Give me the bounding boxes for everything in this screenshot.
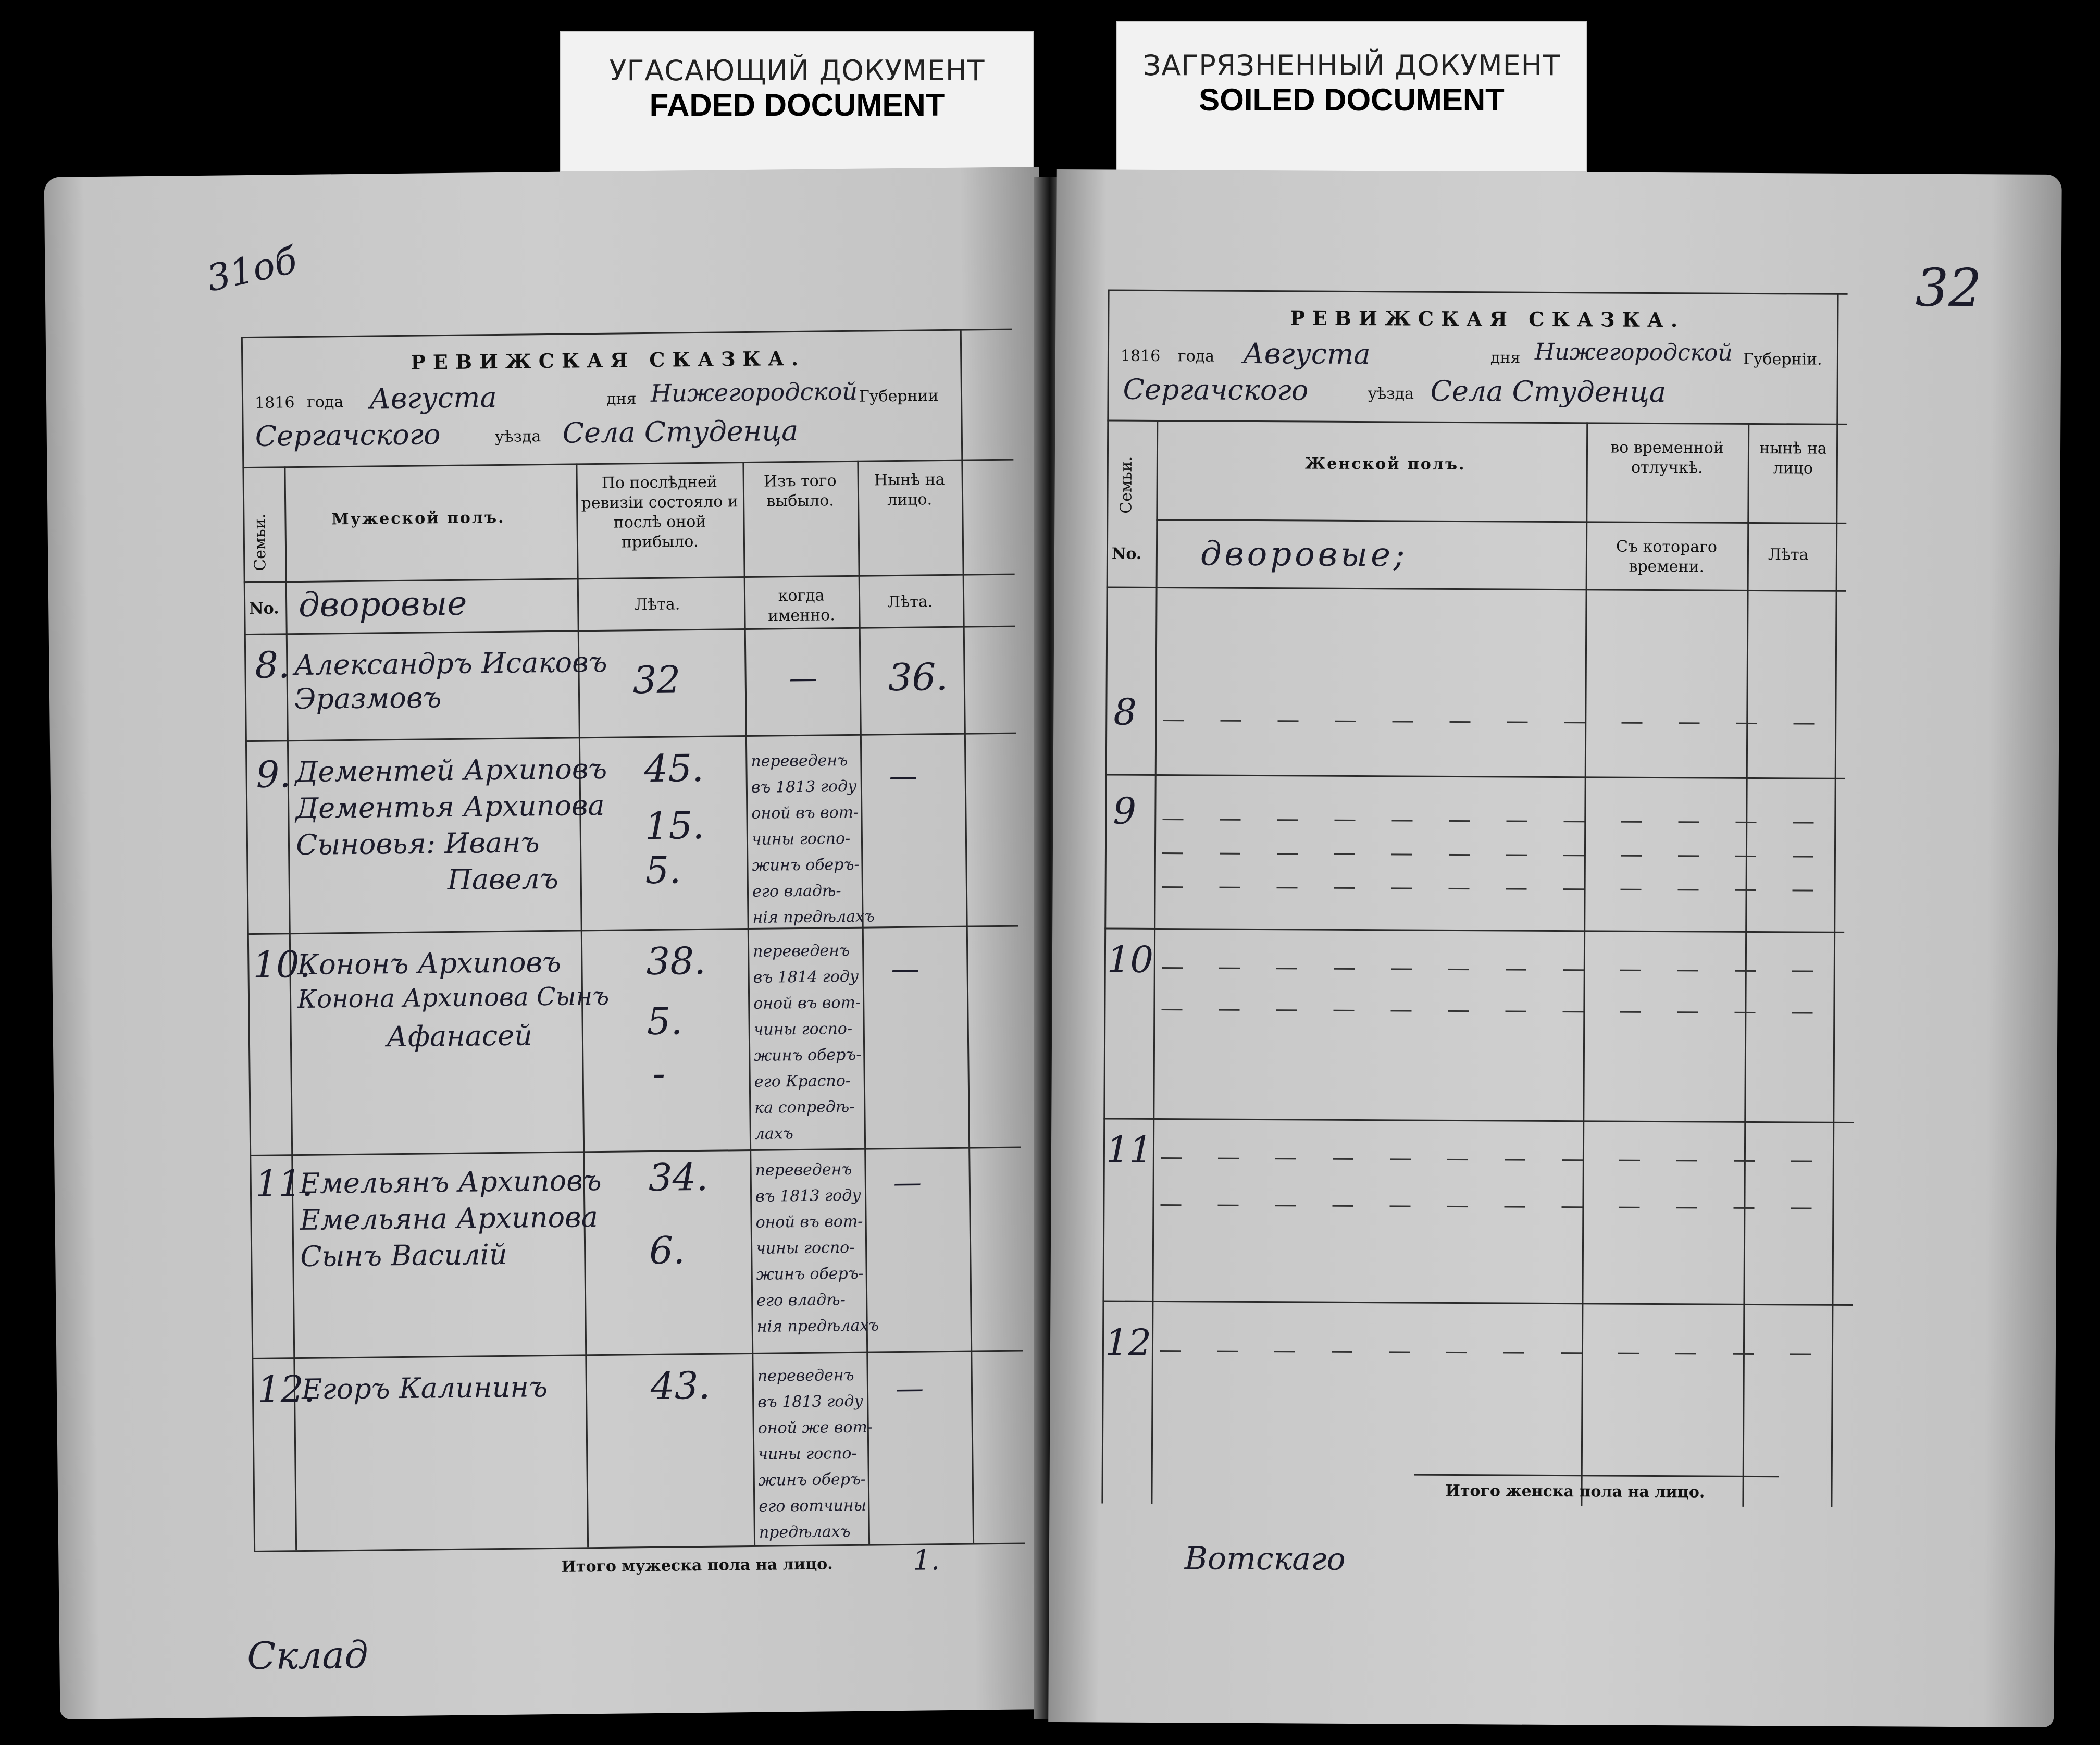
right-day-word: дня bbox=[1490, 349, 1521, 367]
left-present-header: Нынѣ на лицо. bbox=[874, 471, 945, 510]
left-district-word: уѣзда bbox=[494, 427, 541, 447]
person-name: Конона Архипова Сынъ bbox=[297, 981, 610, 1014]
right-doc-title: РЕВИЖСКАЯ СКАЗКА. bbox=[1290, 306, 1685, 332]
right-status-header: дворовые; bbox=[1200, 535, 1408, 575]
right-village: Села Студенца bbox=[1430, 374, 1667, 409]
male-header: Мужеской полъ. bbox=[331, 508, 505, 529]
left-status-header: дворовые bbox=[298, 584, 467, 625]
dropped-note: переведенъ въ 1813 году оной же вот- чины госпо- жинъ оберъ- его вотчины предѣлахъ bbox=[757, 1366, 873, 1542]
present-age: 36. bbox=[888, 654, 948, 700]
right-no-header: No. bbox=[1111, 544, 1142, 563]
left-year: 1816 bbox=[254, 393, 295, 412]
person-name: Кононъ Архиповъ bbox=[297, 945, 562, 982]
right-row-no: 10 bbox=[1107, 938, 1154, 981]
person-age: 5. bbox=[647, 999, 683, 1044]
right-district: Сергачского bbox=[1123, 373, 1309, 407]
dropped-note: — bbox=[789, 661, 818, 695]
empty-entry-dash bbox=[1162, 819, 1834, 824]
person-name: Эразмовъ bbox=[294, 681, 442, 716]
left-doc-title: РЕВИЖСКАЯ СКАЗКА. bbox=[411, 346, 806, 374]
left-page bbox=[44, 167, 1055, 1719]
present-age: — bbox=[889, 759, 918, 793]
person-name: Емельянъ Архиповъ bbox=[299, 1164, 602, 1201]
last-revision-header: По послѣдней ревизіи состояло и послѣ оной прибыло. bbox=[581, 473, 738, 552]
person-age: 45. bbox=[644, 746, 704, 791]
person-age: 5. bbox=[645, 848, 681, 893]
right-month: Августа bbox=[1242, 337, 1371, 371]
person-name: Дементей Архиповъ bbox=[295, 752, 607, 789]
years2-header: Лѣта. bbox=[887, 592, 933, 612]
right-row-no: 8 bbox=[1113, 690, 1137, 734]
right-row-no: 11 bbox=[1105, 1128, 1153, 1171]
person-name: Александръ Исаковъ bbox=[294, 645, 607, 682]
right-signature: Вотскаго bbox=[1184, 1540, 1346, 1578]
person-age: 32 bbox=[632, 658, 681, 702]
empty-entry-dash bbox=[1161, 1157, 1833, 1162]
right-province-word: Губерніи. bbox=[1743, 350, 1822, 369]
left-year-word: года bbox=[306, 393, 344, 412]
left-province-word: Губернии bbox=[859, 387, 939, 406]
soiled-label-ru: ЗАГРЯЗНЕННЫЙ ДОКУМЕНТ bbox=[1142, 49, 1561, 82]
faded-label-en: FADED DOCUMENT bbox=[649, 88, 945, 122]
person-name: Павелъ bbox=[447, 862, 559, 897]
left-folio-number: 31об bbox=[203, 238, 301, 300]
right-page bbox=[1048, 169, 2062, 1727]
right-province: Нижегородской bbox=[1534, 338, 1733, 366]
person-age: - bbox=[652, 1051, 666, 1095]
right-years-header: Лѣта bbox=[1768, 546, 1809, 564]
left-total-value: 1. bbox=[913, 1543, 940, 1577]
person-name: Сыновья: Иванъ bbox=[295, 826, 540, 862]
right-family-header: Семьи. bbox=[1117, 456, 1136, 514]
faded-document-label bbox=[560, 31, 1034, 172]
right-row-no: 12 bbox=[1104, 1321, 1152, 1364]
soiled-label-en: SOILED DOCUMENT bbox=[1199, 82, 1505, 117]
right-row-no: 9 bbox=[1113, 789, 1137, 833]
present-age: — bbox=[891, 952, 919, 986]
female-header: Женской полъ. bbox=[1304, 454, 1466, 474]
person-name: Дементья Архипова bbox=[295, 788, 605, 825]
right-district-word: уѣзда bbox=[1368, 385, 1414, 403]
right-year: 1816 bbox=[1120, 346, 1161, 366]
person-name: Афанасей bbox=[386, 1019, 533, 1054]
left-province: Нижегородской bbox=[650, 377, 858, 407]
person-age: 38. bbox=[645, 938, 706, 984]
left-no-header: No. bbox=[249, 599, 279, 618]
empty-entry-dash bbox=[1161, 1009, 1833, 1014]
present-age: — bbox=[893, 1166, 922, 1199]
empty-entry-dash bbox=[1163, 720, 1835, 725]
person-name: Егоръ Калининъ bbox=[301, 1370, 548, 1406]
right-present-header: нынѣ на лицо bbox=[1759, 439, 1827, 478]
left-month: Августа bbox=[369, 381, 497, 415]
faded-label-ru: УГАСАЮЩИЙ ДОКУМЕНТ bbox=[609, 54, 985, 87]
left-signature: Склад bbox=[246, 1632, 369, 1678]
left-row-no: 9. bbox=[256, 753, 291, 796]
empty-entry-dash bbox=[1162, 886, 1834, 892]
since-header: Съ котораго времени. bbox=[1616, 537, 1718, 576]
left-family-header: Семьи. bbox=[251, 513, 270, 571]
years-header: Лѣта. bbox=[635, 595, 680, 614]
left-row-no: 11. bbox=[255, 1161, 314, 1205]
empty-entry-dash bbox=[1160, 1350, 1832, 1355]
left-row-no: 10. bbox=[252, 943, 312, 986]
away-header: во временной отлучкѣ. bbox=[1610, 438, 1724, 477]
right-folio-number: 32 bbox=[1915, 257, 1982, 319]
person-age: 6. bbox=[649, 1228, 686, 1273]
dropped-note: переведенъ въ 1813 году оной въ вот- чины госпо- жинъ оберъ- его владѣ- нія предѣлахъ bbox=[755, 1160, 879, 1336]
person-age: 43. bbox=[650, 1363, 711, 1408]
person-name: Сынъ Василій bbox=[300, 1237, 507, 1273]
left-row-no: 8. bbox=[254, 643, 290, 687]
dropped-note: переведенъ въ 1814 году оной въ вот- чины госпо- жинъ оберъ- его Краспо- ка сопредѣ- лахъ bbox=[753, 941, 862, 1143]
dropped-note: переведенъ въ 1813 году оной въ вот- чины госпо- жинъ оберъ- его владѣ- нія предѣлахъ bbox=[751, 751, 875, 927]
right-year-word: года bbox=[1177, 347, 1215, 366]
left-day-word: дня bbox=[606, 390, 637, 409]
right-total-label: Итого женска пола на лицо. bbox=[1445, 1481, 1705, 1502]
empty-entry-dash bbox=[1162, 852, 1834, 858]
person-age: 34. bbox=[648, 1155, 709, 1200]
soiled-document-label bbox=[1116, 21, 1587, 172]
empty-entry-dash bbox=[1160, 1204, 1832, 1209]
when-header: когда именно. bbox=[767, 586, 835, 625]
empty-entry-dash bbox=[1162, 967, 1834, 972]
left-district: Сергачского bbox=[255, 418, 441, 453]
present-age: — bbox=[895, 1371, 924, 1405]
dropped-header: Изъ того выбыло. bbox=[763, 472, 837, 511]
left-village: Села Студенца bbox=[562, 414, 799, 450]
left-total-label: Итого мужеска пола на лицо. bbox=[561, 1555, 833, 1576]
person-name: Емельяна Архипова bbox=[300, 1201, 599, 1237]
left-row-no: 12. bbox=[257, 1367, 316, 1411]
person-age: 15. bbox=[644, 803, 705, 848]
